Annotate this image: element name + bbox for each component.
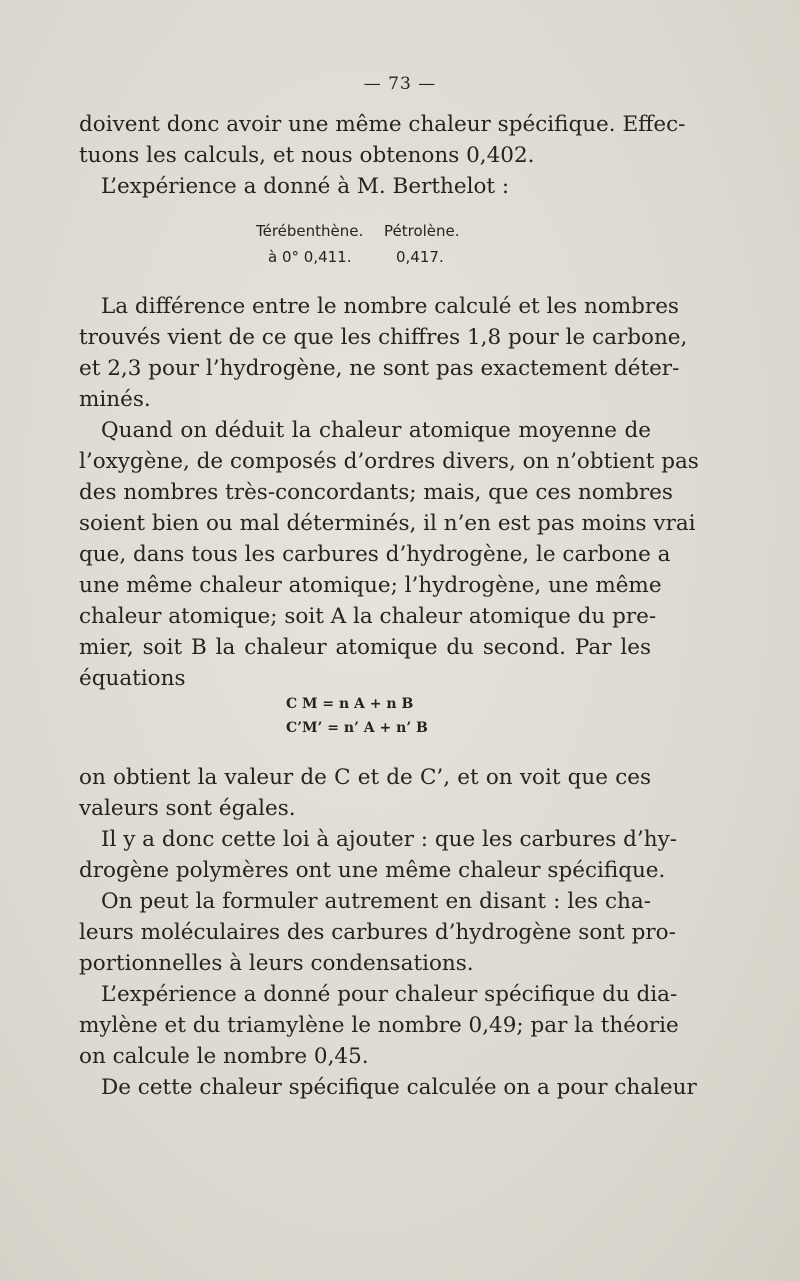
text-line: Il y a donc cette loi à ajouter : que les carbures d’hy- [101,827,677,852]
text-line: on obtient la valeur de C et de C’, et on voit que ces [79,765,651,790]
paragraph-intro [79,109,686,202]
text-line: équations [79,666,186,691]
text-line: portionnelles à leurs condensations. [79,951,474,976]
text-line: trouvés vient de ce que les chiffres 1,8 pour le carbone, [79,325,688,350]
text-line: De cette chaleur spécifique calculée on a pour chaleur [101,1075,697,1100]
text-line: que, dans tous les carbures d’hydrogène, le carbone a [79,542,671,567]
text-line: une même chaleur atomique; l’hydrogène, une même [79,573,662,598]
text-line: mylène et du triamylène le nombre 0,49; par la théorie [79,1013,679,1038]
text-line: valeurs sont égales. [79,796,296,821]
text-line: drogène polymères ont une même chaleur spécifique. [79,858,666,883]
text-line: tuons les calculs, et nous obtenons 0,402. [79,143,535,168]
table-row [256,244,486,270]
text-line: et 2,3 pour l’hydrogène, ne sont pas exactement déter- [79,356,680,381]
table-header-cell: Térébenthène. [256,222,364,240]
text-line: La différence entre le nombre calculé et les nombres [101,294,679,319]
text-line: On peut la formuler autrement en disant : les cha- [101,889,651,914]
page-number: — 73 — [363,74,437,94]
text-line: des nombres très-concordants; mais, que ces nombres [79,480,673,505]
equation: C M = n A + n B [286,696,414,712]
text-line: l’oxygène, de composés d’ordres divers, on n’obtient pas [79,449,699,474]
paragraph-conclusion [79,762,697,1103]
equation: C’M’ = n’ A + n’ B [286,720,428,736]
table-cell: 0,417. [396,248,444,266]
text-line: soient bien ou mal déterminés, il n’en est pas moins vrai [79,511,696,536]
text-line: on calcule le nombre 0,45. [79,1044,369,1069]
text-line: minés. [79,387,151,412]
equations-block [286,692,486,740]
text-line: leurs moléculaires des carbures d’hydrogène sont pro- [79,920,676,945]
text-line: L’expérience a donné pour chaleur spécifique du dia- [101,982,678,1007]
text-line: L’expérience a donné à M. Berthelot : [101,174,510,199]
table-cell: à 0° 0,411. [268,248,352,266]
table-header-row [256,218,486,244]
text-line: mier, soit B la chaleur atomique du second. Par les [79,635,651,660]
measurement-table [256,218,486,270]
text-line: chaleur atomique; soit A la chaleur atomique du pre- [79,604,657,629]
paragraph-body [79,291,699,694]
text-line: doivent donc avoir une même chaleur spécifique. Effec- [79,112,686,137]
table-header-cell: Pétrolène. [384,222,460,240]
text-line: Quand on déduit la chaleur atomique moyenne de [101,418,651,443]
